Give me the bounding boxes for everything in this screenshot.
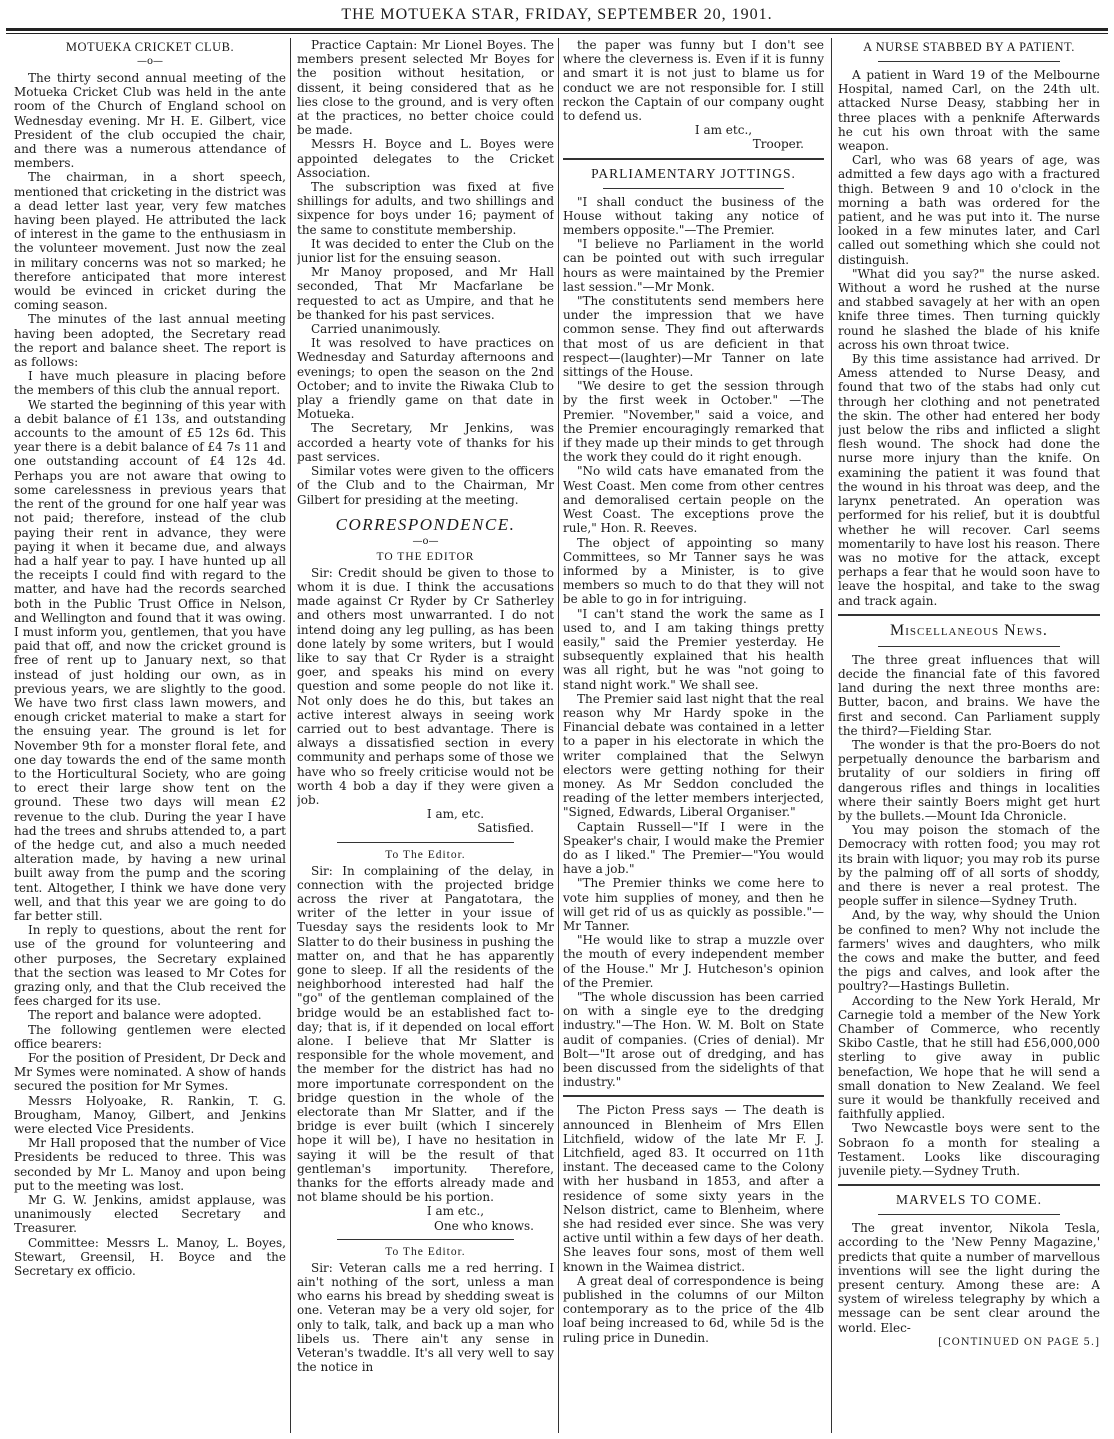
paragraph: The Picton Press says — The death is announced in Blenheim of Mrs Ellen Litchfield, widow of the late Mr F. J. Litchfield, aged 83. It occurred on 11th instant. The deceased came to the Colony with her husband in 1853, and after a residence of some sixty years in the Nelson district, came to Blenheim, where she had resided ever since. She was very active until within a few days of her death. She leaves four sons, most of them well known in the Waimea district. bbox=[563, 1103, 824, 1274]
paragraph: Carried unanimously. bbox=[311, 322, 441, 337]
paragraph: It was resolved to have practices on Wednesday and Saturday afternoons and evenings; to open the season on the 2nd October; and to invite the Riwaka Club to play a friendly game on that date in Motueka. bbox=[297, 336, 554, 422]
paragraph: The following gentlemen were elected office bearers: bbox=[14, 1022, 286, 1051]
paragraph: Carl, who was 68 years of age, was admitted a few days ago with a fractured thigh. Between 9 and 10 o'clock in the morning a bath was ordered for the patient, and he was put into it. The nurse looked in a few minutes later, and Carl called out something which she could not distinguish. bbox=[838, 153, 1100, 267]
correspondence-heading: CORRESPONDENCE. bbox=[335, 514, 516, 534]
paragraph: "We desire to get the session through by the first week in October." —The Premier. "November," said a voice, and the Premier encouragingly remarked that if they made up their minds to get through the work they could do it right enough. bbox=[563, 379, 824, 465]
paragraph: It was decided to enter the Club on the junior list for the ensuing season. bbox=[297, 236, 554, 266]
paragraph: "No wild cats have emanated from the West Coast. Men come from other centres and demoralised certain people on the West Coast. The exceptions prove the rule," Hon. R. Reeves. bbox=[563, 464, 824, 536]
column-rule bbox=[290, 38, 291, 1433]
article-body-cricket-cont bbox=[297, 38, 554, 507]
paragraph: "The Premier thinks we come here to vote him supplies of money, and then he will get rid of us as quickly as possible."—Mr Tanner. bbox=[563, 876, 824, 933]
paragraph: Committee: Messrs L. Manoy, L. Boyes, Stewart, Greensil, H. Boyce and the Secretary ex officio. bbox=[14, 1235, 286, 1279]
article-body-picton bbox=[563, 1103, 824, 1344]
column-3 bbox=[563, 38, 824, 1435]
paragraph: The three great influences that will decide the financial fate of this favored land during the next three months are: Butter, bacon, and brains. We have the first and second. Can Parliament supply the third?—Fielding Star. bbox=[838, 652, 1100, 738]
article-heading-marvels: MARVELS TO COME. bbox=[895, 1192, 1043, 1208]
paragraph: The minutes of the last annual meeting having been adopted, the Secretary read the report and balance sheet. The report is as follows: bbox=[14, 312, 286, 370]
article-heading-jottings: PARLIAMENTARY JOTTINGS. bbox=[591, 165, 796, 181]
paragraph: Practice Captain: Mr Lionel Boyes. The members present selected Mr Boyes for the position without hesitation, or dissent, it being considered that as he lies close to the ground, and is very often at the practices, no better choice could be made. bbox=[297, 38, 554, 138]
letter-heading: To The Editor. bbox=[385, 1245, 466, 1258]
letter-heading: TO THE EDITOR bbox=[376, 550, 475, 563]
divider bbox=[563, 1095, 824, 1097]
paragraph: The Secretary, Mr Jenkins, was accorded a hearty vote of thanks for his past services. bbox=[297, 421, 554, 464]
divider bbox=[878, 646, 1060, 647]
paragraph: Mr G. W. Jenkins, amidst applause, was unanimously elected Secretary and Treasurer. bbox=[14, 1193, 286, 1236]
article-body-marvels bbox=[838, 1221, 1100, 1335]
article-body-jottings bbox=[563, 195, 824, 1090]
column-rule bbox=[831, 38, 832, 1433]
paragraph: By this time assistance had arrived. Dr Amess attended to Nurse Deasy, and found that two of the stabs had only cut through her clothing and not penetrated the skin. The other had entered her body just below the ribs and inflicted a slight flesh wound. The shock had done the nurse more injury than the knife. On examining the patient it was found that the wound in his throat was deep, and the larynx penetrated. An operation was performed for his relief, but it is doubtful whether he will recover. Carl seems momentarily to have lost his reason. There was no motive for the attack, except perhaps a fear that he would soon have to leave the hospital, and take to the swag and track again. bbox=[838, 352, 1100, 608]
divider bbox=[838, 614, 1100, 616]
paragraph: Sir: Veteran calls me a red herring. I ain't nothing of the sort, unless a man who earns his bread by shedding sweat is one. Veteran may be a very old sojer, for only to talk, talk, and back up a man who libels us. There ain't any sense in Veteran's twaddle. It's all very well to say the notice in bbox=[297, 1260, 554, 1375]
letter-body-cont bbox=[563, 38, 824, 123]
letter-closing: I am etc., bbox=[426, 1204, 485, 1219]
paragraph: A patient in Ward 19 of the Melbourne Hospital, named Carl, on the 24th ult. attacked Nurse Deasy, stabbing her in three places with a penknife Afterwards he cut his own throat with the same weapon. bbox=[838, 68, 1100, 154]
paragraph: Sir: In complaining of the delay, in connection with the projected bridge across the river at Pangatotara, the writer of the letter in your issue of Tuesday says the residents look to Mr Slatter to do their business in pushing the matter on, and that he has apparently gone to sleep. If all the residents of the neighborhood interested had half the "go" of the gentleman complained of the bridge would be an established fact to-day; that is, if it depended on local effort alone. I believe that Mr Slatter is responsible for the whole movement, and the member for the district has had no more importunate correspondent on the bridge question in the whole of the electorate than Mr Slatter, and if the bridge is ever built (which I sincerely hope it will be), I have no hesitation in saying it will be the result of that gentleman's importunity. Therefore, thanks for the efforts already made and not blame should be his portion. bbox=[297, 863, 554, 1205]
masthead: THE MOTUEKA STAR, FRIDAY, SEPTEMBER 20, 1901. bbox=[341, 6, 773, 23]
paragraph: "He would like to strap a muzzle over the mouth of every independent member of the House." Mr J. Hutcheson's opinion of the Premier. bbox=[563, 933, 824, 990]
paragraph: the paper was funny but I don't see where the cleverness is. Even if it is funny and smart it is not just to blame us for conduct we are not responsible for. I still reckon the Captain of our company ought to defend us. bbox=[563, 38, 824, 124]
paragraph: I have much pleasure in placing before the members of this club the annual report. bbox=[14, 369, 286, 398]
divider bbox=[603, 188, 784, 189]
paragraph: Messrs Holyoake, R. Rankin, T. G. Brougham, Manoy, Gilbert, and Jenkins were elected Vice Presidents. bbox=[14, 1093, 286, 1137]
article-body-misc bbox=[838, 653, 1100, 1179]
paragraph: Mr Hall proposed that the number of Vice Presidents be reduced to three. This was seconded by Mr L. Manoy and upon being put to the meeting was lost. bbox=[14, 1136, 286, 1193]
divider bbox=[337, 842, 514, 843]
column-2 bbox=[297, 38, 554, 1435]
masthead-rule-thin bbox=[6, 33, 1108, 34]
paragraph: For the position of President, Dr Deck and Mr Symes were nominated. A show of hands secured the position for Mr Symes. bbox=[14, 1051, 286, 1094]
divider bbox=[563, 158, 824, 160]
article-heading-nurse: A NURSE STABBED BY A PATIENT. bbox=[863, 40, 1075, 54]
divider bbox=[878, 1214, 1060, 1215]
letter-signature: Trooper. bbox=[752, 137, 804, 152]
paragraph: "I believe no Parliament in the world can be pointed out with such irregular hours as were maintained by the Premier last session."—Mr Monk. bbox=[563, 237, 824, 294]
paragraph: And, by the way, why should the Union be confined to men? Why not include the farmers' wives and daughters, who milk the cows and make the butter, and feed the pigs and calves, and look after the poultry?—Hastings Bulletin. bbox=[838, 908, 1100, 994]
paragraph: "I shall conduct the business of the House without taking any notice of members opposite."—The Premier. bbox=[563, 194, 824, 238]
paragraph: A great deal of correspondence is being published in the columns of our Milton contemporary as to the price of the 4lb loaf being increased to 6d, while 5d is the ruling price in Dunedin. bbox=[563, 1273, 824, 1345]
article-body-nurse bbox=[838, 68, 1100, 608]
letter-closing: I am etc., bbox=[694, 123, 753, 138]
divider bbox=[337, 1239, 514, 1240]
paragraph: "The constitutents send members here under the impression that we have common sense. They find out afterwards that most of us are deficient in that respect—(laughter)—Mr Tanner on late sittings of the House. bbox=[563, 294, 824, 380]
letter-heading: To The Editor. bbox=[385, 848, 466, 861]
paragraph: You may poison the stomach of the Democracy with rotten food; you may rot its brain with liquor; you may rob its purse by the palming off of all sorts of shoddy, and there is never a real protest. The people suffer in silence—Sydney Truth. bbox=[838, 823, 1100, 909]
continued-note: [CONTINUED ON PAGE 5.] bbox=[938, 1336, 1100, 1348]
paragraph: Similar votes were given to the officers of the Club and to the Chairman, Mr Gilbert for presiding at the meeting. bbox=[297, 464, 554, 507]
paragraph: The Premier said last night that the real reason why Mr Hardy spoke in the Financial debate was contained in a letter to a paper in his electorate in which the writer complained that the Selwyn electors were getting nothing for their money. As Mr Seddon concluded the reading of the letter members interjected, "Signed, Edwards, Liberal Organiser." bbox=[563, 691, 824, 820]
article-body-cricket bbox=[14, 71, 286, 1278]
paragraph: The thirty second annual meeting of the Motueka Cricket Club was held in the ante room of the Church of England school on Wednesday evening. Mr H. E. Gilbert, vice President of the club occupied the chair, and there was a numerous attendance of members. bbox=[14, 71, 286, 171]
divider bbox=[878, 61, 1060, 62]
ornament: —o— bbox=[136, 56, 164, 67]
paragraph: Captain Russell—"If I were in the Speaker's chair, I would make the Premier do as I liked." The Premier—"You would have a job." bbox=[563, 819, 824, 877]
column-4 bbox=[838, 38, 1100, 1435]
masthead-rule bbox=[6, 28, 1108, 31]
paragraph: The wonder is that the pro-Boers do not perpetually denounce the barbarism and brutality of our soldiers in firing off dangerous rifles and things in localities where their saintly Boers might get hurt by the bullets.—Mount Ida Chronicle. bbox=[838, 737, 1100, 823]
paragraph: "I can't stand the work the same as I used to, and I am taking things pretty easily," said the Premier yesterday. He subsequently explained that his health was all right, but he was "not going to stand night work." We shall see. bbox=[563, 606, 824, 692]
column-1 bbox=[14, 38, 286, 1435]
letter-body bbox=[297, 566, 554, 807]
letter-signature: One who knows. bbox=[434, 1218, 534, 1233]
divider bbox=[838, 1184, 1100, 1186]
article-heading-misc: Miscellaneous News. bbox=[890, 621, 1048, 639]
paragraph: "The whole discussion has been carried on with a single eye to the dredging industry."—The Hon. W. M. Bolt on State audit of companies. (Cries of denial). Mr Bolt—"It arose out of dredging, and has been discussed from the sidelights of that industry." bbox=[563, 990, 824, 1090]
paragraph: Sir: Credit should be given to those to whom it is due. I think the accusations made against Cr Ryder by Cr Satherley and others most unwarranted. I do not intend doing any leg pulling, as has been done lately by some writers, but I would like to say that Cr Ryder is a straight goer, and speaks his mind on every question and some people do not like it. Not only does he do this, but takes an active interest always in seeing work carried out to best advantage. There is always a dissatisfied section in every community and perhaps some of those we have who so freely criticise would not be worth 4 bob a day if they were given a job. bbox=[297, 565, 554, 807]
letter-signature: Satisfied. bbox=[477, 821, 534, 836]
letter-body bbox=[297, 864, 554, 1205]
letter-body bbox=[297, 1261, 554, 1375]
paragraph: Two Newcastle boys were sent to the Sobraon fo a month for stealing a Testament. Looks like discouraging juvenile piety.—Sydney Truth. bbox=[838, 1121, 1100, 1179]
paragraph: Mr Manoy proposed, and Mr Hall seconded, That Mr Macfarlane be requested to act as Umpire, and that he be thanked for his past services. bbox=[297, 265, 554, 322]
paragraph: The great inventor, Nikola Tesla, according to the 'New Penny Magazine,' predicts that quite a number of marvellous inventions will see the light during the present century. Among these are: A system of wireless telegraphy by which a message can be sent clear around the world. Elec- bbox=[838, 1221, 1100, 1335]
letter-closing: I am, etc. bbox=[426, 807, 485, 822]
paragraph: According to the New York Herald, Mr Carnegie told a member of the New York Chamber of Commerce, who recently Skibo Castle, that he still had £56,000,000 sterling to give away in public benefaction, We hope that he will send a small donation to New Zealand. We feel sure it would be thankfully received and faithfully applied. bbox=[838, 993, 1100, 1122]
paragraph: The subscription was fixed at five shillings for adults, and two shillings and sixpence for boys under 16; payment of the same to constitute membership. bbox=[297, 180, 554, 237]
paragraph: "What did you say?" the nurse asked. Without a word he rushed at the nurse and stabbed savagely at her with an open knife three times. Then turning quickly round he slashed the blade of his knife across his own throat twice. bbox=[838, 266, 1100, 352]
ornament: —o— bbox=[412, 535, 439, 547]
column-rule bbox=[558, 38, 559, 1433]
paragraph: The object of appointing so many Committees, so Mr Tanner says he was informed by a Minister, is to give members so much to do that they will not be able to go in for intriguing. bbox=[563, 535, 824, 607]
article-heading-cricket: MOTUEKA CRICKET CLUB. bbox=[65, 40, 235, 54]
paragraph: The report and balance were adopted. bbox=[28, 1008, 262, 1023]
paragraph: We started the beginning of this year with a debit balance of £1 13s, and outstanding accounts to the amount of £5 12s 6d. This year there is a debit balance of £4 7s 11 and one outstanding account of £4 12s 4d. Perhaps you are not aware that owing to some carelessness in previous years that the rent of the ground for one half year was not paid; therefore, instead of the club paying their rent in advance, they were paying it when it became due, and always had a half year to pay. I have hunted up all the receipts I could find with regard to the matter, and have had the records searched both in the Public Trust Office in Nelson, and Wellington and found that it was owing. I must inform you, gentlemen, that you have paid that off, and now the cricket ground is free of rent up to January next, so that instead of just holding our own, as in previous years, we are slightly to the good. We have two first class lawn mowers, and enough cricket material to make a start for the ensuing year. The ground is let for November 9th for a monster floral fete, and one day towards the end of the same month to the Horticultural Society, who are going to erect their large show tent on the ground. These two days will mean £2 revenue to the club. During the year I have had the trees and shrubs attended to, a part of the hedge cut, and also a much needed alteration made, by having a new urinal built away from the pump and the scoring tent. Altogether, I think we have done very well, and that this year we are going to do far better still. bbox=[14, 397, 286, 923]
paragraph: The chairman, in a short speech, mentioned that cricketing in the district was a dead letter last year, very few matches having been played. He attributed the lack of interest in the game to the enthusiasm in the volunteer movement. Just now the zeal in military concerns was not so marked; he therefore anticipated that more interest would be evinced in cricket during the coming season. bbox=[14, 170, 286, 313]
paragraph: In reply to questions, about the rent for use of the ground for volunteering and other purposes, the Secretary explained that the section was leased to Mr Cotes for grazing only, and that the Club received the fees charged for its use. bbox=[14, 923, 286, 1009]
paragraph: Messrs H. Boyce and L. Boyes were appointed delegates to the Cricket Association. bbox=[297, 137, 554, 180]
